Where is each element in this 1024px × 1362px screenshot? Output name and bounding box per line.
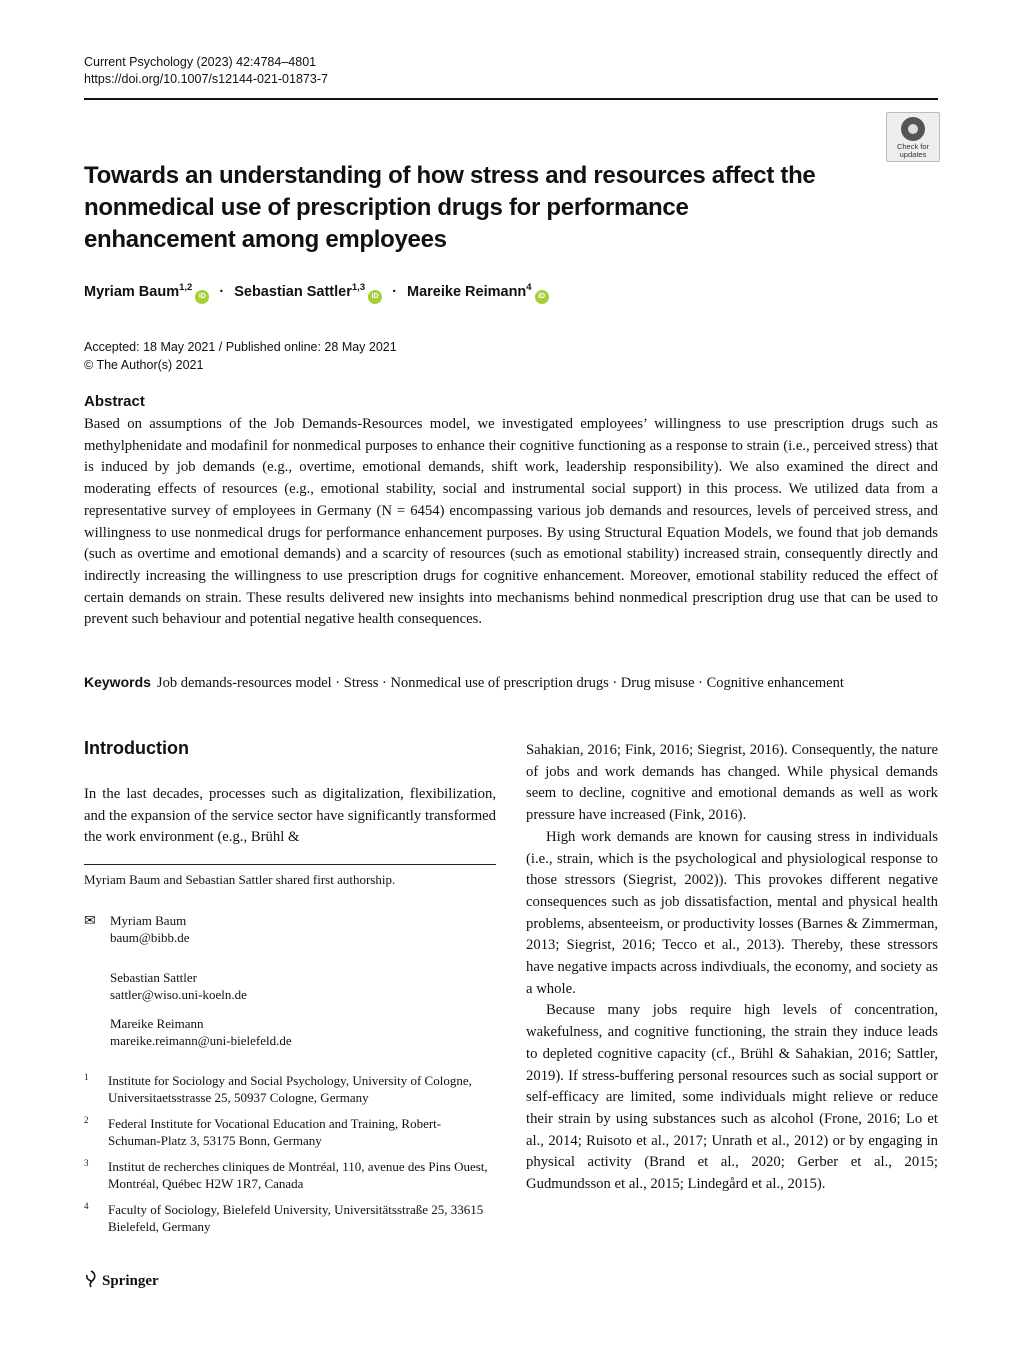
author-list bbox=[84, 282, 549, 304]
orcid-icon[interactable]: iD bbox=[368, 290, 382, 304]
publication-dates bbox=[84, 338, 397, 374]
intro-col1 bbox=[84, 784, 496, 849]
author-name[interactable]: Mareike Reimann bbox=[407, 283, 527, 300]
doi-link[interactable]: https://doi.org/10.1007/s12144-021-01873-7 bbox=[84, 72, 328, 86]
intro-paragraph: Sahakian, 2016; Fink, 2016; Siegrist, 2016). Consequently, the nature of jobs and work demands has changed. While physical demands seem to decline, cognitive and emotional demands as well as work pressure have increased (Fink, 2016). bbox=[526, 742, 938, 824]
journal-citation: Current Psychology (2023) 42:4784–4801 bbox=[84, 55, 317, 69]
envelope-icon: ✉ bbox=[84, 914, 96, 929]
check-updates-icon bbox=[901, 117, 925, 141]
intro-col2 bbox=[526, 740, 938, 1196]
footnote-rule bbox=[84, 864, 496, 865]
affiliation-number: 2 bbox=[84, 1115, 89, 1125]
springer-logo-icon bbox=[84, 1270, 98, 1288]
abstract-text: Based on assumptions of the Job Demands-Resources model, we investigated employees’ willingness to use prescription drugs such as methylphenidate and modafinil for nonmedical purposes to enhance their cognitive functioning as a response to strain (i.e., perceived stress) that is induced by job demands (e.g., overtime, emotional demands, shift work, leadership responsibility). We also examined the direct and moderating effects of resources (e.g., emotional stability, social and instrumental social support) in this process. We utilized data from a representative survey of employees in Germany (N = 6454) encompassing various job demands and resources, levels of perceived stress, and willingness to use nonmedical drugs for performance enhancement purposes. By using Structural Equation Models, we found that job demands (such as overtime and emotional demands) and a scarcity of resources (such as emotional stability) increased strain, consequently directly and indirectly increasing the willingness to use prescription drugs for cognitive enhancement. Moreover, emotional stability reduced the effect of certain demands on strain. These results delivered new insights into mechanisms behind nonmedical prescription drug use that can be used to prevent such behaviour and potential negative health consequences. bbox=[84, 416, 938, 628]
orcid-icon[interactable]: iD bbox=[535, 290, 549, 304]
contact-email[interactable]: sattler@wiso.uni-koeln.de bbox=[110, 987, 247, 1002]
check-updates-label-2: updates bbox=[899, 150, 927, 159]
publisher-footer bbox=[84, 1270, 159, 1290]
intro-paragraph: In the last decades, processes such as digitalization, flexibilization, and the expansion of the service sector have significantly transformed the work environment (e.g., Brühl & bbox=[84, 786, 496, 846]
keywords-list: Job demands-resources model · Stress · Nonmedical use of prescription drugs · Drug misuse · Cognitive enhancement bbox=[156, 675, 844, 691]
contact-email[interactable]: mareike.reimann@uni-bielefeld.de bbox=[110, 1033, 292, 1048]
affiliation-number: 4 bbox=[84, 1201, 89, 1211]
introduction-heading: Introduction bbox=[84, 738, 189, 758]
affiliation-number: 1 bbox=[84, 1072, 89, 1082]
publisher-name: Springer bbox=[102, 1273, 159, 1289]
affiliation-number: 3 bbox=[84, 1158, 89, 1168]
author-affiliation: 4 bbox=[526, 282, 532, 293]
affiliation-text: Federal Institute for Vocational Education and Training, Robert-Schuman-Platz 3, 53175 Bonn, Germany bbox=[108, 1116, 442, 1148]
shared-authorship-note: Myriam Baum and Sebastian Sattler shared first authorship. bbox=[84, 872, 396, 887]
check-for-updates-badge[interactable] bbox=[886, 112, 940, 162]
author-affiliation: 1,2 bbox=[179, 282, 193, 293]
accepted-published: Accepted: 18 May 2021 / Published online: 28 May 2021 bbox=[84, 340, 397, 354]
contact-entry bbox=[110, 1015, 292, 1049]
intro-paragraph: Because many jobs require high levels of concentration, wakefulness, and cognitive functioning, the strain they induce leads to depleted cognitive capacity (cf., Brühl & Sahakian, 2016; Sattler, 2019). If stress-buffering personal resources such as social support or self-efficacy are limited, some individuals might relieve or reduce their strain by using substances such as alcohol (Frone, 2016; Lo et al., 2014; Ruisoto et al., 2017; Unrath et al., 2012) or by engaging in physical activity (Brand et al., 2020; Gerber et al., 2015; Gudmundsson et al., 2015; Lindegård et al., 2015). bbox=[526, 1002, 938, 1193]
contact-name: Myriam Baum bbox=[110, 913, 187, 928]
affiliation-text: Institute for Sociology and Social Psychology, University of Cologne, Universitaetsstrasse 25, 50937 Cologne, Germany bbox=[108, 1073, 472, 1105]
contact-entry bbox=[110, 969, 247, 1003]
affiliation-text: Faculty of Sociology, Bielefeld University, Universitätsstraße 25, 33615 Bielefeld, Germany bbox=[108, 1202, 484, 1234]
author-name[interactable]: Sebastian Sattler bbox=[234, 283, 352, 300]
separator: · bbox=[392, 283, 397, 300]
keywords-label: Keywords bbox=[84, 674, 151, 690]
header-rule bbox=[84, 98, 938, 100]
article-title: Towards an understanding of how stress and resources affect the nonmedical use of prescription drugs for performance enhancement among employees bbox=[84, 162, 816, 253]
contact-email[interactable]: baum@bibb.de bbox=[110, 930, 190, 945]
copyright: © The Author(s) 2021 bbox=[84, 358, 204, 372]
journal-header bbox=[84, 54, 328, 88]
separator: · bbox=[219, 283, 225, 300]
check-updates-label-1: Check for bbox=[896, 142, 930, 151]
author-affiliation: 1,3 bbox=[351, 282, 366, 293]
abstract-heading: Abstract bbox=[84, 393, 145, 410]
affiliation-text: Institut de recherches cliniques de Montréal, 110, avenue des Pins Ouest, Montréal, Québec H2W 1R7, Canada bbox=[108, 1159, 488, 1191]
keywords bbox=[84, 674, 938, 692]
orcid-icon[interactable]: iD bbox=[195, 290, 209, 304]
contact-name: Mareike Reimann bbox=[110, 1016, 204, 1031]
contact-name: Sebastian Sattler bbox=[110, 970, 198, 985]
author-name[interactable]: Myriam Baum bbox=[84, 283, 180, 300]
contact-entry bbox=[110, 912, 190, 946]
intro-paragraph: High work demands are known for causing stress in individuals (i.e., strain, which is the psychological and physiological response to those stressors (Siegrist, 2002)). This provokes different negative consequences such as job dissatisfaction, mental and physical health problems, absenteeism, or productivity losses (Barnes & Zimmerman, 2013; Siegrist, 2016; Tecco et al., 2013). Thereby, these stressors have negative impacts across indivdiuals, the economy, and society as a whole. bbox=[526, 828, 938, 997]
